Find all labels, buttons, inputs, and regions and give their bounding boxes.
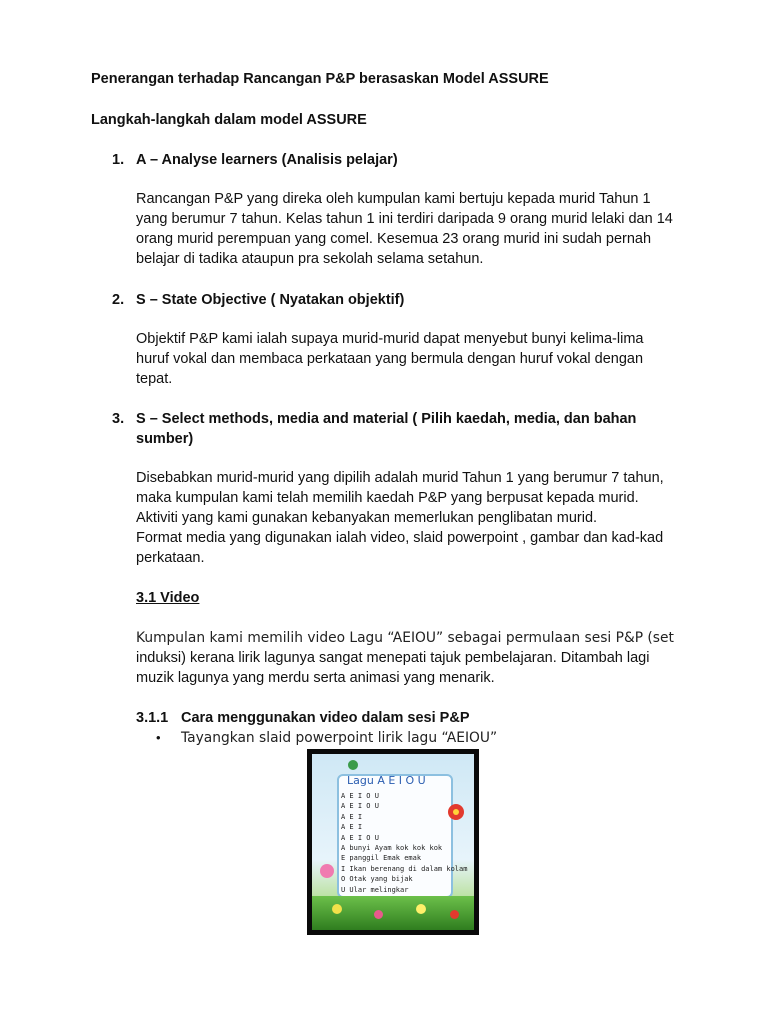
slide-title: Lagu A E I O U <box>347 774 426 787</box>
body-line: tepat. <box>136 371 173 387</box>
section-heading <box>136 409 706 449</box>
body-line: orang murid perempuan yang comel. Kesemua 23 orang murid ini sudah pernah <box>136 231 652 247</box>
body-line: belajar di tadika ataupun pra sekolah selama setahun. <box>136 251 484 267</box>
heading-line: sumber) <box>136 431 194 447</box>
body-line: perkataan. <box>136 550 205 566</box>
butterfly-icon <box>320 864 334 878</box>
slide-lyrics: A E I O U A E I O U A E I A E I A E I O U A bunyi Ayam kok kok kok E panggil Emak emak I Ikan berenang di dalam kolam O Otak yang bijak U Ular melingkar <box>341 792 468 894</box>
slide-image <box>307 749 479 935</box>
bullet-item: Tayangkan slaid powerpoint lirik lagu “AEIOU” <box>181 730 498 746</box>
section-heading: A – Analyse learners (Analisis pelajar) <box>136 152 398 168</box>
body-line: Objektif P&P kami ialah supaya murid-murid dapat menyebut bunyi kelima-lima <box>136 331 644 347</box>
flower-icon <box>450 910 459 919</box>
subsubsection-number: 3.1.1 <box>136 710 169 726</box>
flower-icon <box>416 904 426 914</box>
body-line: yang berumur 7 tahun. Kelas tahun 1 ini terdiri daripada 9 orang murid lelaki dan 14 <box>136 211 673 227</box>
section-number: 2. <box>112 292 125 308</box>
subsection-heading: 3.1 Video <box>136 590 200 606</box>
section-number: 1. <box>112 152 125 168</box>
section-heading: S – State Objective ( Nyatakan objektif) <box>136 292 405 308</box>
subsubsection-heading: Cara menggunakan video dalam sesi P&P <box>181 710 470 726</box>
flower-icon <box>374 910 383 919</box>
body-line: maka kumpulan kami telah memilih kaedah P&P yang berpusat kepada murid. <box>136 490 639 506</box>
body-line: Rancangan P&P yang direka oleh kumpulan kami bertuju kepada murid Tahun 1 <box>136 191 651 207</box>
body-line: induksi) kerana lirik lagunya sangat menepati tajuk pembelajaran. Ditambah lagi <box>136 650 650 666</box>
flower-icon <box>332 904 342 914</box>
document-subtitle: Langkah-langkah dalam model ASSURE <box>91 112 367 128</box>
body-line: Format media yang digunakan ialah video, slaid powerpoint , gambar dan kad-kad <box>136 530 664 546</box>
document-title: Penerangan terhadap Rancangan P&P berasaskan Model ASSURE <box>91 71 549 87</box>
body-line: Disebabkan murid-murid yang dipilih adalah murid Tahun 1 yang berumur 7 tahun, <box>136 470 664 486</box>
bullet-icon: • <box>156 730 161 745</box>
body-line: Kumpulan kami memilih video Lagu “AEIOU” sebagai permulaan sesi P&P (set <box>136 630 674 646</box>
body-line: muzik lagunya yang merdu serta animasi yang menarik. <box>136 670 495 686</box>
section-number: 3. <box>112 411 125 427</box>
section-body <box>136 329 706 389</box>
dragonfly-icon <box>348 760 358 770</box>
section-body <box>136 189 706 269</box>
body-line: huruf vokal dan membaca perkataan yang bermula dengan huruf vokal dengan <box>136 351 644 367</box>
body-line: Aktiviti yang kami gunakan kebanyakan memerlukan penglibatan murid. <box>136 510 598 526</box>
subsection-body <box>136 628 706 688</box>
section-body <box>136 468 706 568</box>
heading-line: S – Select methods, media and material ( Pilih kaedah, media, dan bahan <box>136 411 637 427</box>
